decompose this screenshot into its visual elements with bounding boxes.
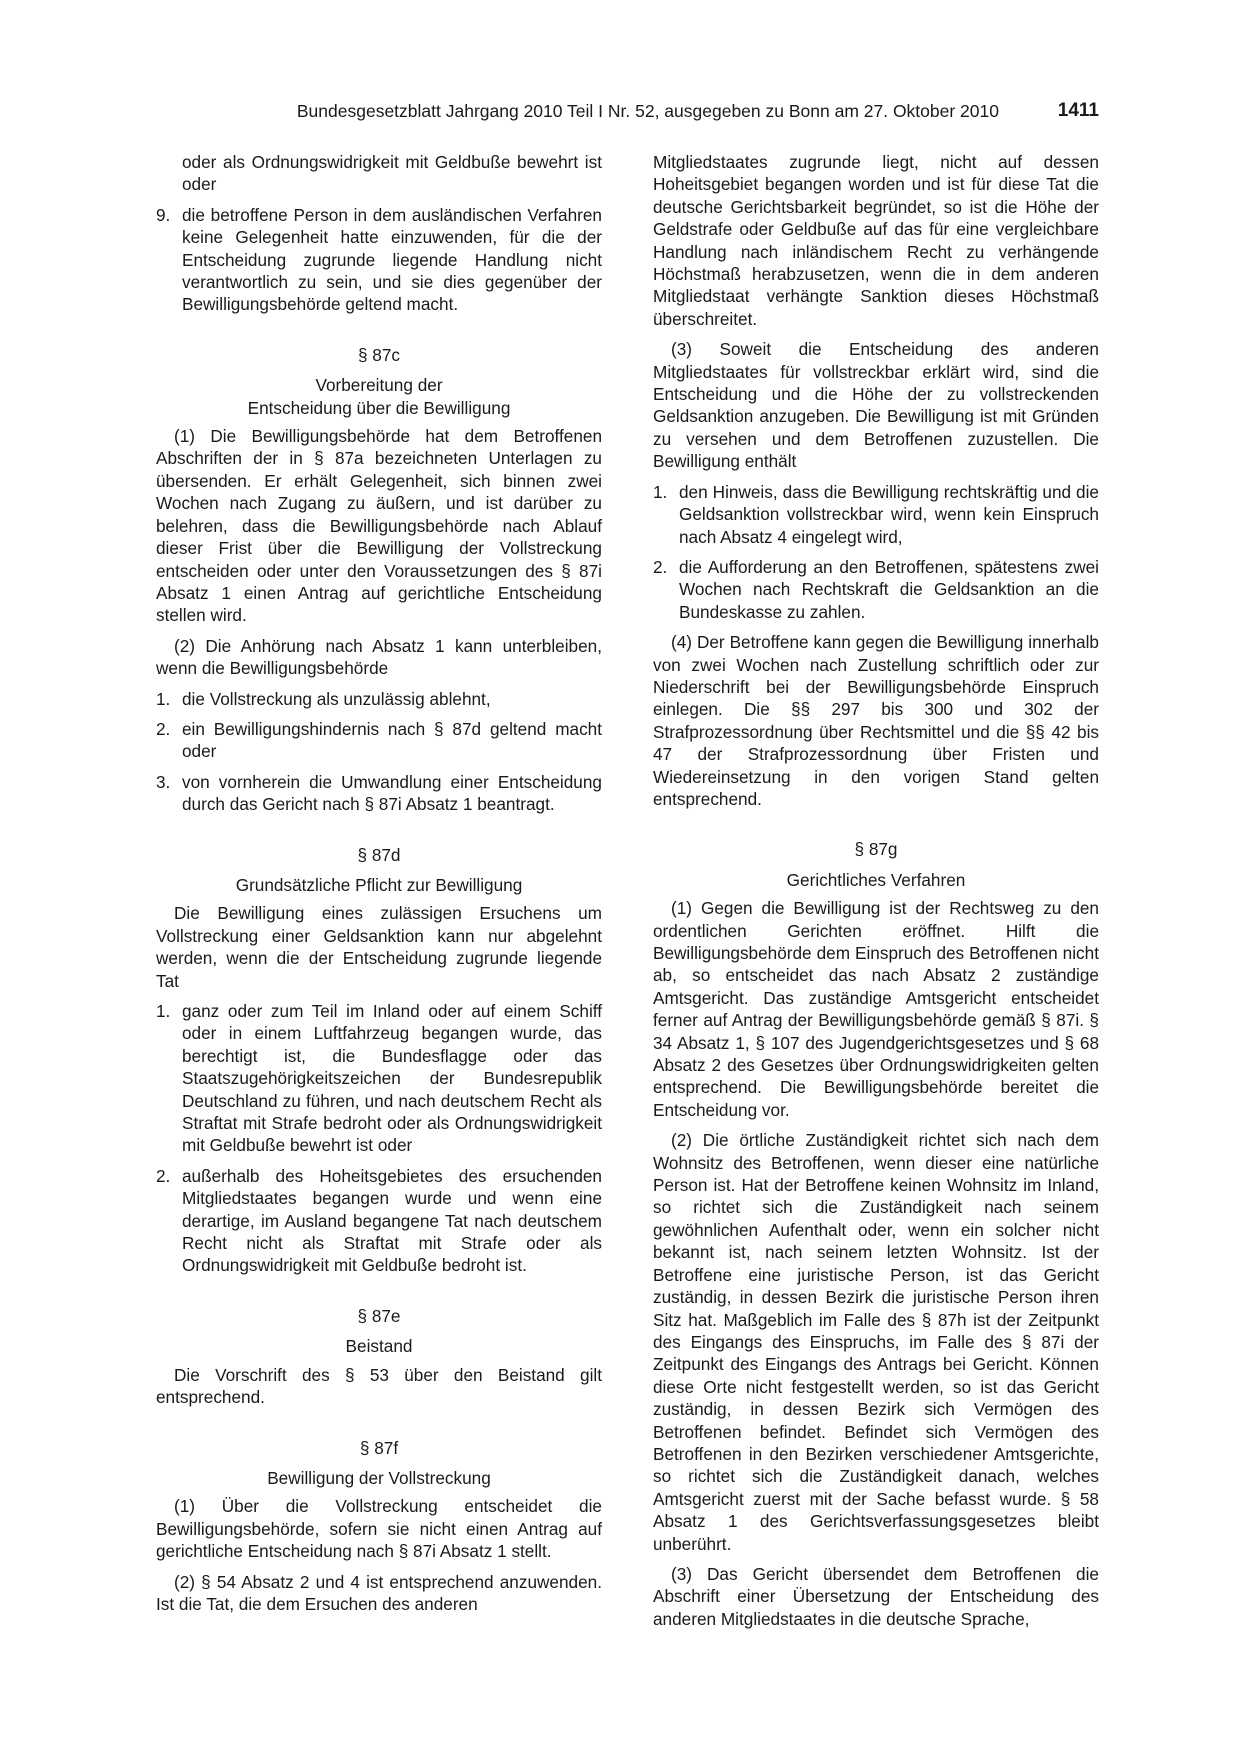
paragraph: (2) Die Anhörung nach Absatz 1 kann unterbleiben, wenn die Bewilligungsbehörde: [156, 635, 602, 679]
list-item: [156, 1000, 602, 1157]
left-column: [156, 151, 602, 1623]
paragraph: (3) Soweit die Entscheidung des anderen Mitgliedstaates für vollstreckbar erklärt wird, sind die Entscheidung und die Höhe der zu vollstreckenden Geldsanktion anzugeben. Die Bewilligung ist mit Gründen zu versehen und dem Betroffenen zuzustellen. Die Bewilligung enthält: [653, 339, 1099, 472]
list-item: [156, 688, 602, 710]
section-87d-heading: § 87d: [357, 844, 401, 865]
section-87c-title-line2: Entscheidung über die Bewilligung: [247, 397, 511, 418]
list-item-text: außerhalb des Hoheitsgebietes des ersuchenden Mitgliedstaates begangen wurde und wenn eine derartige, im Ausland begangene Tat nach deutschem Recht nicht als Straftat mit Strafe oder als Ordnungswidrigkeit mit Geldbuße bedroht ist.: [182, 1165, 602, 1276]
section-87e-heading: § 87e: [357, 1305, 401, 1326]
section-87d-title: Grundsätzliche Pflicht zur Bewilligung: [235, 874, 523, 895]
paragraph: (2) § 54 Absatz 2 und 4 ist entsprechend anzuwenden. Ist die Tat, die dem Ersuchen des anderen: [156, 1571, 602, 1614]
section-87g-title: Gerichtliches Verfahren: [786, 869, 966, 890]
list-item-text: den Hinweis, dass die Bewilligung rechtskräftig und die Geldsanktion vollstreckbar wird, wenn kein Einspruch nach Absatz 4 eingelegt wird,: [679, 481, 1099, 547]
right-column: [653, 151, 1099, 1638]
section-87c-title-line1: Vorbereitung der: [315, 375, 443, 396]
section-87f-heading: § 87f: [359, 1437, 399, 1458]
list-item-text: ganz oder zum Teil im Inland oder auf einem Schiff oder in einem Luftfahrzeug begangen wurde, das berechtigt ist, die Bundesflagge oder das Staatszugehörigkeitszeichen der Bundesrepublik Deutschland zu führen, und nach deutschem Recht als Straftat mit Strafe bedroht oder als Ordnungswidrigkeit mit Geldbuße bewehrt ist oder: [182, 1001, 602, 1156]
paragraph: (1) Gegen die Bewilligung ist der Rechtsweg zu den ordentlichen Gerichten eröffnet. Hilft die Bewilligungsbehörde dem Einspruch des Betroffenen nicht ab, so entscheidet das nach Absatz 2 zuständige Amtsgericht. Das zuständige Amtsgericht entscheidet ferner auf Antrag der Bewilligungsbehörde gemäß § 87i. § 34 Absatz 1, § 107 des Jugendgerichtsgesetzes und § 68 Absatz 2 des Gesetzes über Ordnungswidrigkeiten gelten entsprechend. Die Bewilligungsbehörde bereitet die Entscheidung vor.: [653, 898, 1099, 1120]
section-87g-heading: § 87g: [854, 839, 898, 860]
page-number: 1411: [1057, 100, 1099, 121]
list-item-number: 2.: [156, 718, 171, 739]
paragraph: (2) Die örtliche Zuständigkeit richtet sich nach dem Wohnsitz des Betroffenen, wenn dieser eine natürliche Person ist. Hat der Betroffene keinen Wohnsitz im Inland, so richtet sich die Zuständigkeit nach seinem gewöhnlichen Aufenthalt oder, wenn ein solcher nicht bekannt ist, nach seinem letzten Wohnsitz. Ist der Betroffene eine juristische Person, ist das Gericht zuständig, in dessen Bezirk die juristische Person ihren Sitz hat. Maßgeblich im Falle des § 87h ist der Zeitpunkt des Eingangs des Einspruchs, im Falle des § 87i der Zeitpunkt des Eingangs des Antrags bei Gericht. Können diese Orte nicht festgestellt werden, so ist das Gericht zuständig, in dessen Bezirk sich Vermögen des Betroffenen befindet. Befindet sich Vermögen des Betroffenen in den Bezirken verschiedener Amtsgerichte, so richtet sich die Zuständigkeit danach, welches Amtsgericht zuerst mit der Sache befasst wurde. § 58 Absatz 1 des Gerichtsverfassungsgesetzes bleibt unberührt.: [653, 1130, 1099, 1554]
list-item-text: die Vollstreckung als unzulässig ablehnt,: [182, 688, 491, 709]
section-87e-title: Beistand: [345, 1336, 413, 1357]
paragraph: Die Vorschrift des § 53 über den Beistand gilt entsprechend.: [156, 1364, 602, 1408]
list-item-text: ein Bewilligungshindernis nach § 87d geltend macht oder: [182, 718, 602, 762]
page-header: [156, 101, 1099, 125]
list-item: [653, 481, 1099, 548]
list-item-text: die betroffene Person in dem ausländischen Verfahren keine Gelegenheit hatte einzuwenden, für die der Entscheidung zugrunde liegende Handlung nicht verantwortlich zu sein, und sie dies gegenüber der Bewilligungsbehörde geltend macht.: [182, 204, 602, 315]
paragraph: (1) Die Bewilligungsbehörde hat dem Betroffenen Abschriften der in § 87a bezeichneten Unterlagen zu übersenden. Er erhält Gelegenheit, sich binnen zwei Wochen nach Zugang zu äußern, und ist darüber zu belehren, dass die Bewilligungsbehörde nach Ablauf dieser Frist über die Bewilligung der Vollstreckung entscheiden oder unter den Voraussetzungen des § 87i Absatz 1 einen Antrag auf gerichtliche Entscheidung stellen wird.: [156, 426, 602, 626]
list-item: [156, 204, 602, 316]
paragraph-continued: Mitgliedstaates zugrunde liegt, nicht auf dessen Hoheitsgebiet begangen worden und ist für diese Tat die deutsche Gerichtsbarkeit begründet, so ist die Höhe der Geldstrafe oder Geldbuße auf das für eine vergleichbare Handlung nach inländischem Recht zu verhängende Höchstmaß herabzusetzen, wenn die in dem anderen Mitgliedstaat verhängte Sanktion dieses Höchstmaß überschreitet.: [653, 152, 1099, 329]
header-text: Bundesgesetzblatt Jahrgang 2010 Teil I Nr. 52, ausgegeben zu Bonn am 27. Oktober 2010: [296, 101, 999, 121]
list-item-text: die Aufforderung an den Betroffenen, spätestens zwei Wochen nach Rechtskraft die Geldsanktion an die Bundeskasse zu zahlen.: [679, 556, 1099, 622]
list-item-number: 9.: [156, 204, 171, 225]
list-item-number: 1.: [156, 688, 171, 709]
section-87c-heading: § 87c: [357, 344, 401, 365]
list-item-number: 1.: [653, 481, 668, 502]
list-item: [156, 718, 602, 763]
paragraph: (4) Der Betroffene kann gegen die Bewilligung innerhalb von zwei Wochen nach Zustellung schriftlich oder zur Niederschrift bei der Bewilligungsbehörde Einspruch einlegen. Die §§ 297 bis 300 und 302 der Strafprozessordnung über Rechtsmittel und die §§ 42 bis 47 der Strafprozessordnung über Fristen und Wiedereinsetzung in den vorigen Stand gelten entsprechend.: [653, 632, 1099, 809]
list-item-number: 1.: [156, 1001, 171, 1021]
list-item: [156, 771, 602, 816]
list-item-text: von vornherein die Umwandlung einer Entscheidung durch das Gericht nach § 87i Absatz 1 beantragt.: [182, 771, 602, 815]
list-item-number: 3.: [156, 771, 171, 792]
section-87c-title: [156, 374, 602, 419]
paragraph: Die Bewilligung eines zulässigen Ersuchens um Vollstreckung einer Geldsanktion kann nur abgelehnt werden, wenn die der Entscheidung zugrunde liegende Tat: [156, 903, 602, 991]
paragraph: (3) Das Gericht übersendet dem Betroffenen die Abschrift einer Übersetzung der Entscheidung des anderen Mitgliedstaates in die deutsche Sprache,: [653, 1563, 1099, 1629]
list-item: [653, 556, 1099, 623]
list-item-number: 2.: [156, 1165, 171, 1186]
section-87f-title: Bewilligung der Vollstreckung: [267, 1467, 491, 1488]
list-item-number: 2.: [653, 556, 668, 577]
continued-item-text: oder als Ordnungswidrigkeit mit Geldbuße bewehrt ist oder: [182, 152, 602, 195]
paragraph: (1) Über die Vollstreckung entscheidet die Bewilligungsbehörde, sofern sie nicht einen Antrag auf gerichtliche Entscheidung nach § 87i Absatz 1 stellt.: [156, 1496, 602, 1562]
list-item: [156, 1165, 602, 1277]
